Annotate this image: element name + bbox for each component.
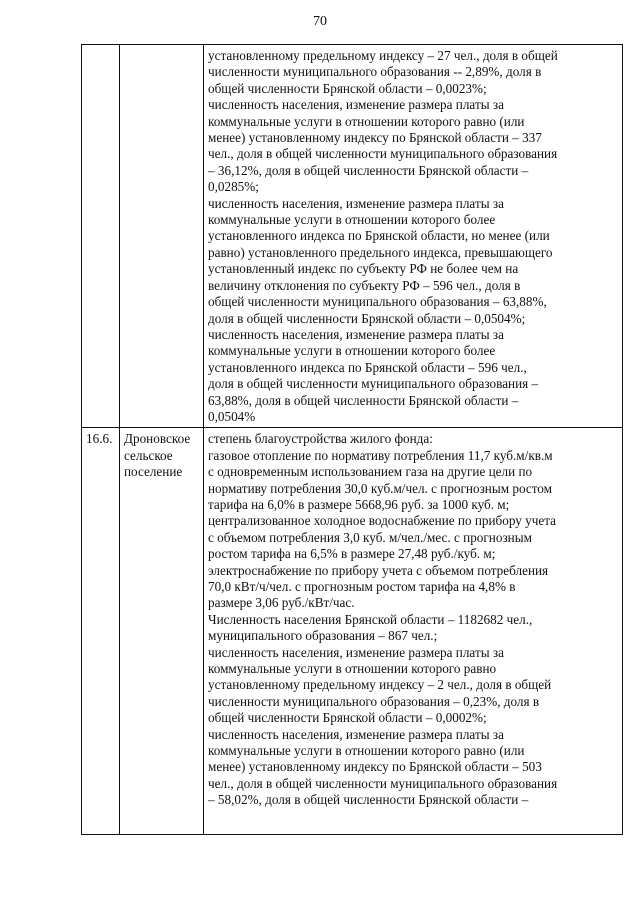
description-line: муниципального образования – 867 чел.; — [208, 628, 438, 644]
description-line: общей численности Брянской области – 0,0002%; — [208, 710, 487, 726]
settlement-name-line: сельское — [124, 447, 173, 463]
description-line: численность населения, изменение размера платы за — [208, 326, 504, 342]
table-row — [82, 45, 623, 428]
description-line: установленного индекса по Брянской области – 596 чел., — [208, 359, 527, 375]
description-line: установленного индекса по Брянской области, но менее (или — [208, 228, 550, 244]
settlement-name-line: Дроновское — [124, 431, 191, 447]
description-line: степень благоустройства жилого фонда: — [208, 431, 433, 447]
description-line: – 58,02%, доля в общей численности Брянской области – — [208, 792, 529, 808]
description-cell — [204, 428, 623, 835]
description-cell — [204, 45, 623, 428]
description-line: Численность населения Брянской области – 1182682 чел., — [208, 611, 533, 627]
settlement-name-cell — [120, 428, 204, 835]
table-row — [82, 428, 623, 835]
description-line: менее) установленному индексу по Брянской области – 337 — [208, 130, 542, 146]
description-line: менее) установленному индексу по Брянской области – 503 — [208, 759, 542, 775]
description-line: численность населения, изменение размера платы за — [208, 97, 504, 113]
description-line: чел., доля в общей численности муниципального образования — [208, 146, 558, 162]
description-line: коммунальные услуги в отношении которого более — [208, 343, 496, 359]
description-line: установленному предельному индексу – 27 чел., доля в общей — [208, 48, 558, 63]
description-line: газовое отопление по нормативу потребления 11,7 куб.м/кв.м — [208, 447, 553, 463]
description-line: численности муниципального образования -- 2,89%, доля в — [208, 64, 542, 80]
description-line: с одновременным использованием газа на другие цели по — [208, 464, 533, 480]
description-line: размере 3,06 руб./кВт/час. — [208, 595, 355, 611]
description-line: величину отклонения по субъекту РФ – 596 чел., доля в — [208, 277, 521, 293]
description-line: с объемом потребления 3,0 куб. м/чел./мес. с прогнозным — [208, 529, 532, 545]
description-line: коммунальные услуги в отношении которого более — [208, 212, 496, 228]
description-line: коммунальные услуги в отношении которого равно (или — [208, 113, 525, 129]
description-line: численность населения, изменение размера платы за — [208, 726, 504, 742]
description-line: численность населения, изменение размера платы за — [208, 195, 504, 211]
document-table — [81, 44, 623, 835]
settlement-name-cell — [120, 45, 204, 428]
description-line: 0,0285%; — [208, 179, 259, 195]
row-number-cell — [82, 45, 120, 428]
description-line: численность населения, изменение размера платы за — [208, 644, 504, 660]
description-line: нормативу потребления 30,0 куб.м/чел. с прогнозным ростом — [208, 480, 553, 496]
description-line: тарифа на 6,0% в размере 5668,96 руб. за 1000 куб. м; — [208, 496, 510, 512]
description-line: централизованное холодное водоснабжение по прибору учета — [208, 513, 557, 529]
description-line: ростом тарифа на 6,5% в размере 27,48 руб./куб. м; — [208, 546, 496, 562]
description-line: доля в общей численности Брянской области – 0,0504%; — [208, 310, 526, 326]
description-line: – 36,12%, доля в общей численности Брянской области – — [208, 162, 529, 178]
description-line: чел., доля в общей численности муниципального образования — [208, 775, 558, 791]
description-line: 63,88%, доля в общей численности Брянской области – — [208, 392, 519, 408]
row-number-cell — [82, 428, 120, 835]
description-line: 0,0504% — [208, 408, 256, 424]
description-line: общей численности муниципального образования – 63,88%, — [208, 294, 547, 310]
description-line: установленному предельному индексу – 2 чел., доля в общей — [208, 677, 552, 693]
description-line: электроснабжение по прибору учета с объемом потребления — [208, 562, 549, 578]
page-number: 70 — [313, 14, 327, 29]
description-line: равно) установленного предельного индекса, превышающего — [208, 244, 553, 260]
description-line: коммунальные услуги в отношении которого равно — [208, 661, 497, 677]
description-line: общей численности Брянской области – 0,0023%; — [208, 80, 487, 96]
description-line: коммунальные услуги в отношении которого равно (или — [208, 743, 525, 759]
description-line: установленный индекс по субъекту РФ не более чем на — [208, 261, 519, 277]
settlement-name-line: поселение — [124, 464, 183, 480]
description-line: численности муниципального образования – 0,23%, доля в — [208, 693, 540, 709]
description-line: 70,0 кВт/ч/чел. с прогнозным ростом тарифа на 4,8% в — [208, 579, 516, 594]
row-number: 16.6. — [86, 431, 113, 447]
description-line: доля в общей численности муниципального образования – — [208, 376, 539, 392]
